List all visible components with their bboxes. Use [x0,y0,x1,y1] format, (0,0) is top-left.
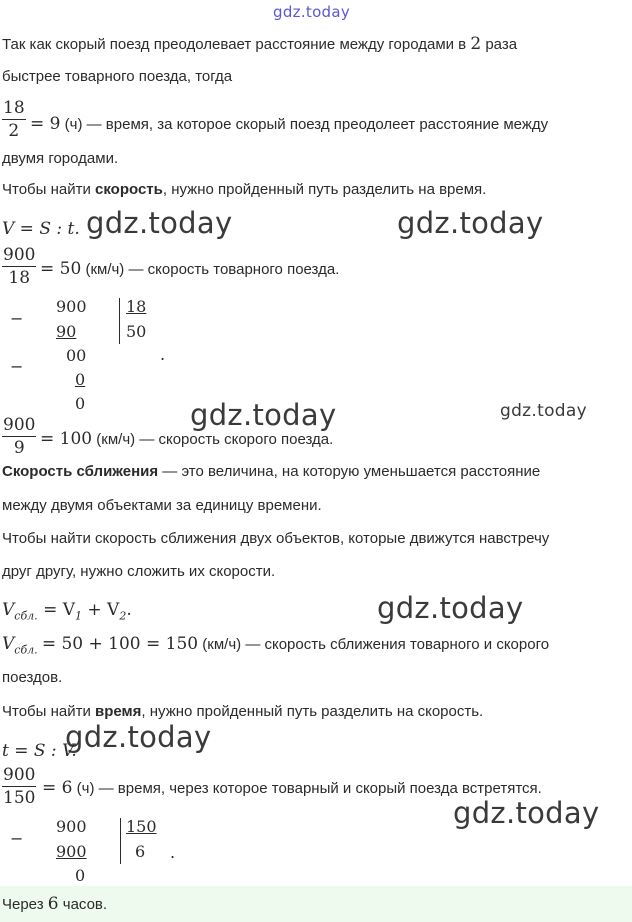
text-line: друг другу, нужно сложить их скорости. [2,563,276,580]
text-line: быстрее товарного поезда, тогда [2,68,233,85]
fraction: $\frac{18}{2}$ [3,98,25,141]
text-line: двумя городами. [2,150,119,167]
watermark: gdz.today [397,206,544,240]
text-line: = 9 (ч) — время, за которое скорый поезд преодолеет расстояние между [30,114,549,134]
text-line: Так как скорый поезд преодолевает расстояние между городами в 2 раза [2,34,518,54]
watermark: gdz.today [190,398,337,432]
watermark: gdz.today [500,401,587,421]
fraction: $\frac{900}{9}$ [3,415,36,458]
watermark: gdz.today [377,591,524,625]
definition: Скорость сближения — это величина, на которую уменьшается расстояние [2,463,541,480]
watermark: gdz.today [65,720,212,754]
text-line: Чтобы найти время, нужно пройденный путь разделить на скорость. [2,703,484,720]
watermark: gdz.today [453,796,600,830]
text-line: между двумя объектами за единицу времени. [2,497,322,514]
text-line: = 50 (км/ч) — скорость товарного поезда. [40,259,340,279]
formula: V = S : t. [2,219,80,239]
text-line: поездов. [2,669,63,686]
watermark: gdz.today [273,3,351,21]
text-line: $V_{сбл.} = 50 + 100 = 150$ (км/ч) — скорость сближения товарного и скорого [2,634,550,657]
answer-box [0,886,632,922]
text-line: = 6 (ч) — время, через которое товарный и скорый поезда встретятся. [42,778,542,798]
text-line: Чтобы найти скорость, нужно пройденный путь разделить на время. [2,181,487,198]
watermark: gdz.today [86,206,233,240]
fraction: $\frac{900}{18}$ [3,245,36,288]
text-line: = 100 (км/ч) — скорость скорого поезда. [40,429,334,449]
text-line: Чтобы найти скорость сближения двух объектов, которые движутся навстречу [2,530,550,547]
formula: $V_{сбл.} = V_1 + V_2$. [2,600,132,623]
fraction: $\frac{900}{150}$ [3,765,36,808]
answer-text: Через 6 часов. [2,894,108,914]
formula: t = S : V. [2,741,77,761]
